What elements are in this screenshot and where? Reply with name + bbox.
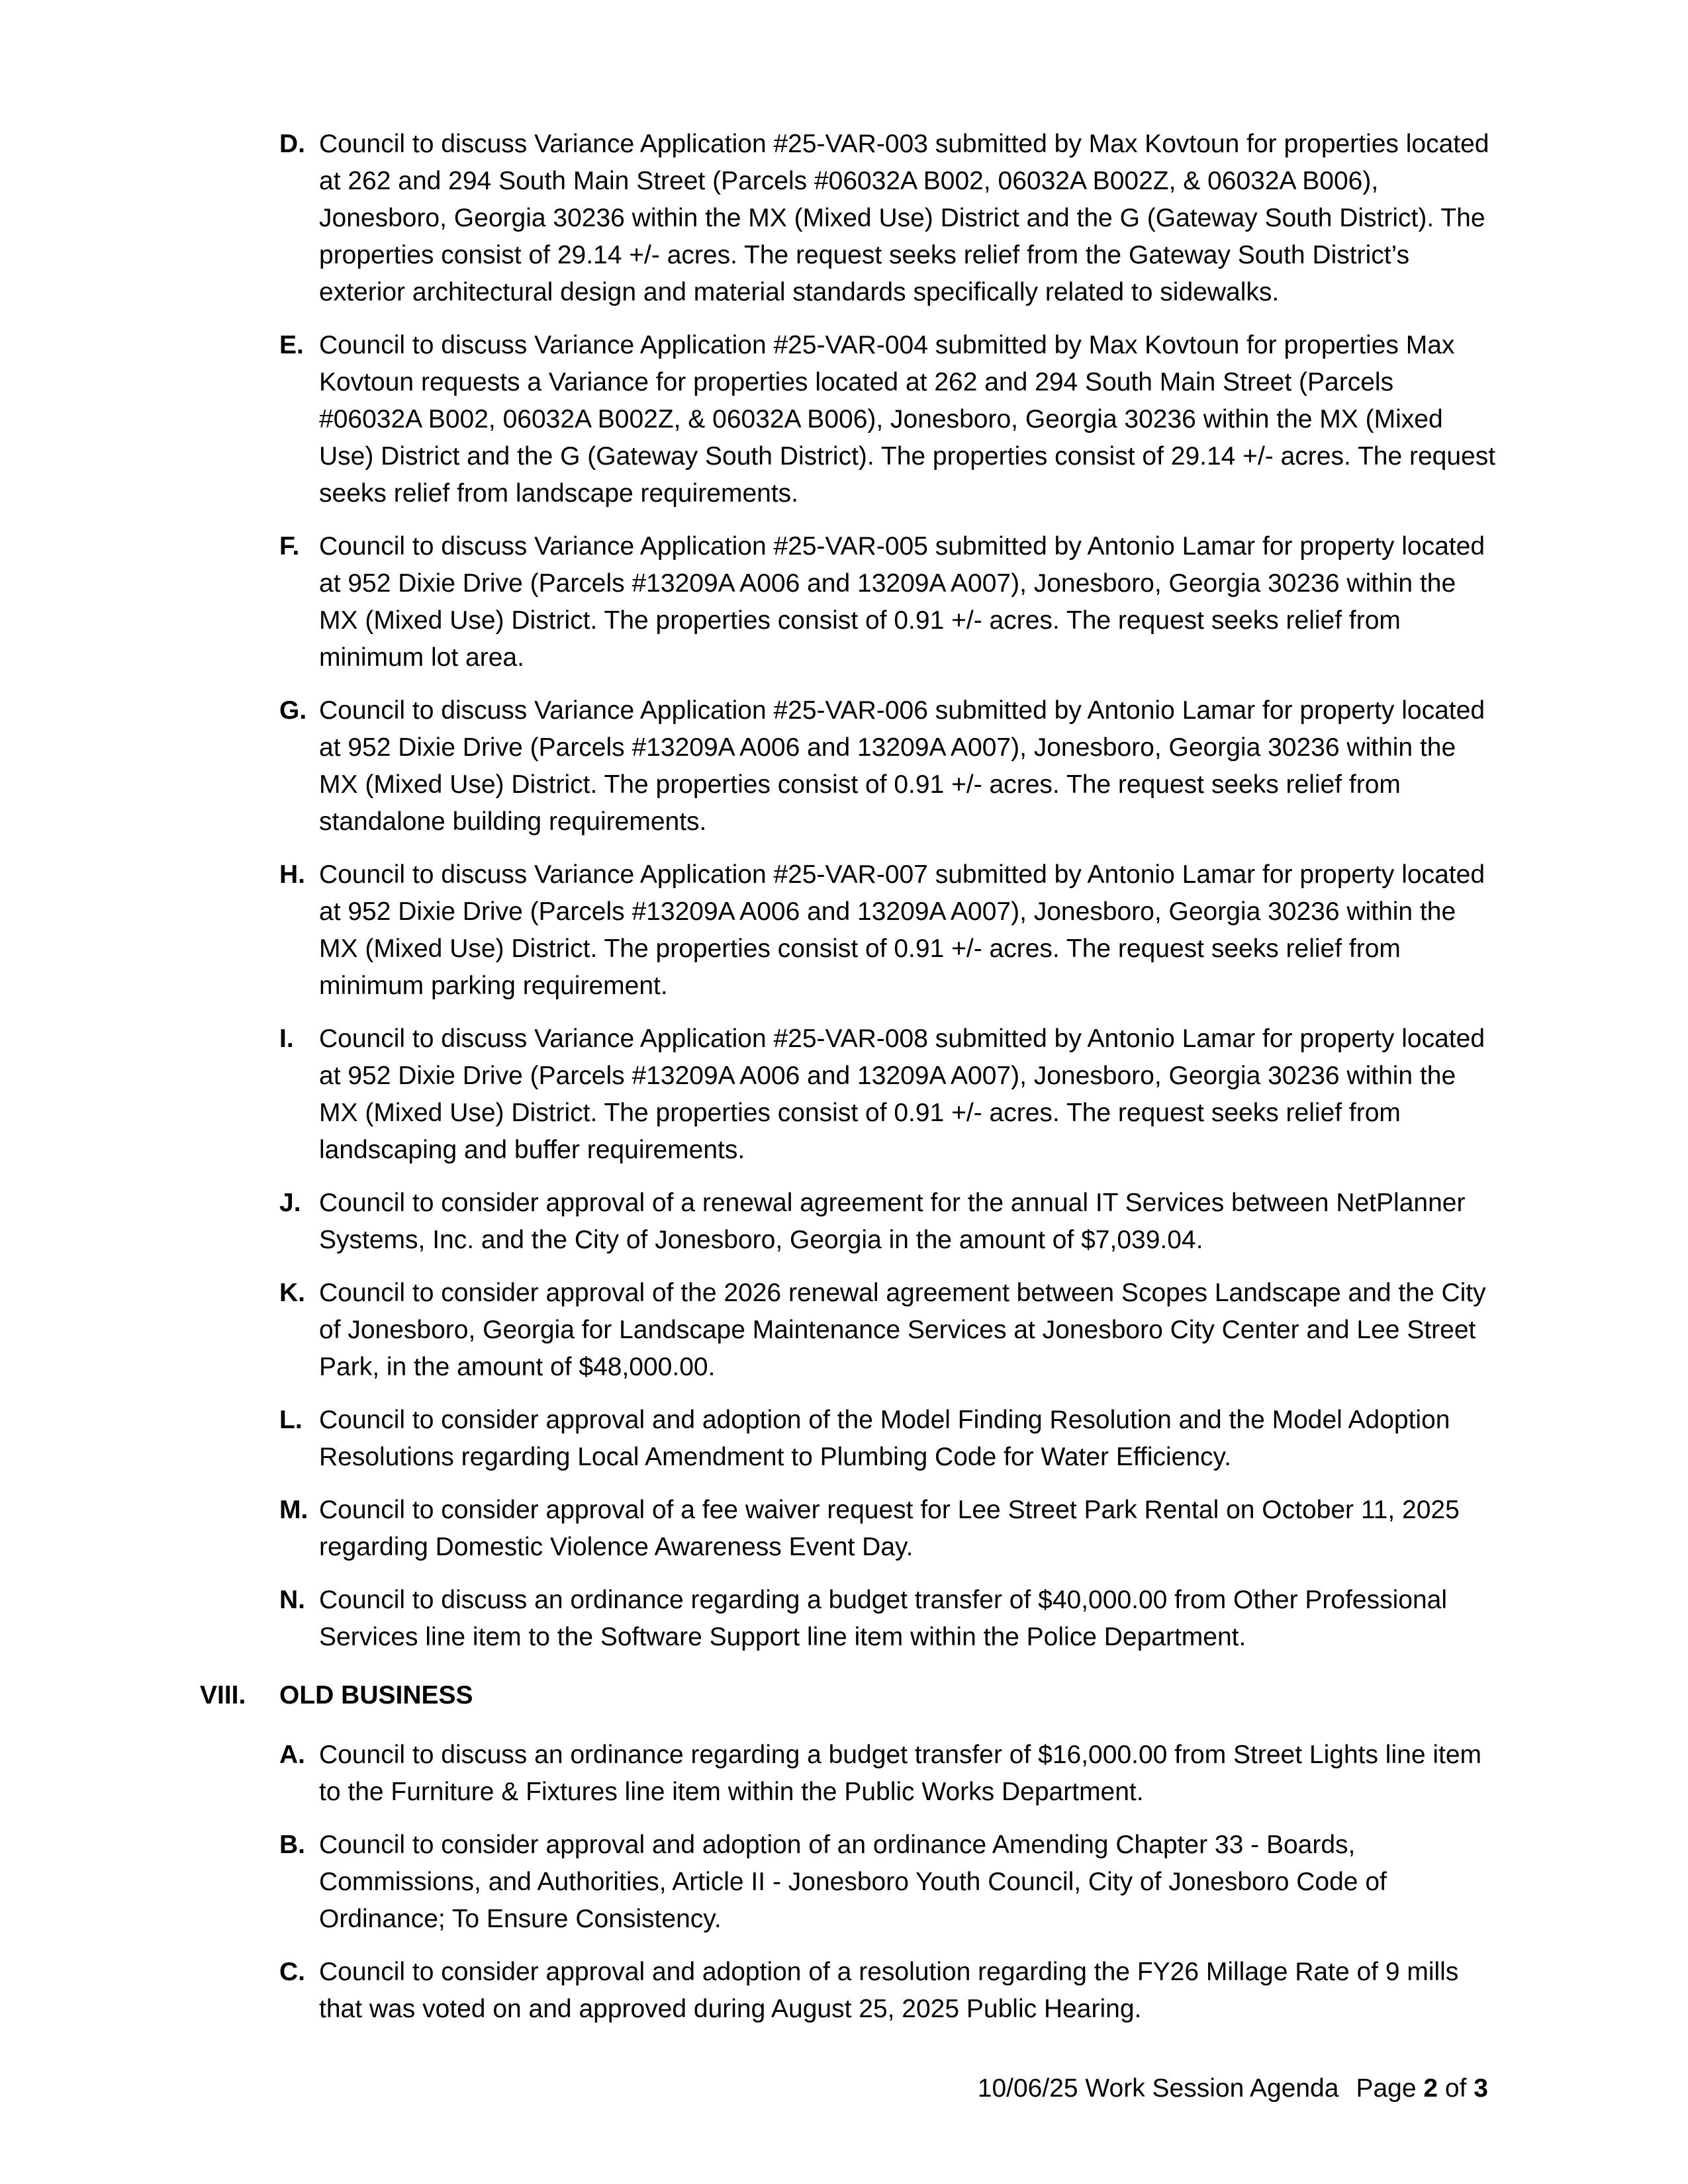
- footer-of-label: of: [1444, 2074, 1467, 2103]
- footer-total-pages: 3: [1474, 2074, 1488, 2103]
- agenda-item-letter: J.: [279, 1189, 301, 1217]
- footer-page-number: 2: [1423, 2074, 1438, 2103]
- agenda-item-text: Council to discuss Variance Application #25-VAR-006 submitted by Antonio Lamar for property located at 952 Dixie Drive (Parcels #13209A A006 and 13209A A007), Jonesboro, Georgia 30236 within the MX (Mixed Use) District. The properties consist of 0.91 +/- acres. The request seeks relief from standalone building requirements.: [319, 696, 1485, 836]
- agenda-item-letter: A.: [279, 1741, 305, 1769]
- agenda-item-letter: N.: [279, 1586, 305, 1614]
- agenda-item-letter: L.: [279, 1406, 303, 1434]
- agenda-item-E: [279, 327, 1496, 512]
- footer-page-label: Page: [1356, 2074, 1417, 2103]
- agenda-items-list-continued: [200, 126, 1496, 1656]
- agenda-item-letter: H.: [279, 860, 305, 889]
- agenda-item-text: Council to discuss an ordinance regarding a budget transfer of $40,000.00 from Other Professional Services line item to the Software Support line item within the Police Department.: [319, 1586, 1448, 1651]
- agenda-item-text: Council to consider approval of the 2026 renewal agreement between Scopes Landscape and the City of Jonesboro, Georgia for Landscape Maintenance Services at Jonesboro City Center and Lee Street Park, in the amount of $48,000.00.: [319, 1279, 1486, 1381]
- agenda-item-letter: E.: [279, 331, 304, 359]
- section-heading-old-business: [200, 1677, 1496, 1714]
- agenda-item-K: [279, 1275, 1496, 1386]
- section-title: OLD BUSINESS: [279, 1681, 473, 1709]
- section-number: VIII.: [200, 1681, 246, 1709]
- agenda-item-text: Council to discuss Variance Application #25-VAR-005 submitted by Antonio Lamar for property located at 952 Dixie Drive (Parcels #13209A A006 and 13209A A007), Jonesboro, Georgia 30236 within the MX (Mixed Use) District. The properties consist of 0.91 +/- acres. The request seeks relief from minimum lot area.: [319, 532, 1485, 672]
- agenda-content: [200, 126, 1496, 2044]
- agenda-item-J: [279, 1185, 1496, 1259]
- agenda-item-letter: G.: [279, 696, 307, 725]
- agenda-item-letter: D.: [279, 130, 305, 158]
- agenda-item-text: Council to discuss Variance Application #25-VAR-008 submitted by Antonio Lamar for property located at 952 Dixie Drive (Parcels #13209A A006 and 13209A A007), Jonesboro, Georgia 30236 within the MX (Mixed Use) District. The properties consist of 0.91 +/- acres. The request seeks relief from landscaping and buffer requirements.: [319, 1024, 1485, 1164]
- agenda-item-letter: I.: [279, 1024, 294, 1053]
- agenda-item-text: Council to consider approval of a renewal agreement for the annual IT Services between NetPlanner Systems, Inc. and the City of Jonesboro, Georgia in the amount of $7,039.04.: [319, 1189, 1466, 1254]
- agenda-item-A: [279, 1737, 1496, 1811]
- agenda-item-F: [279, 528, 1496, 676]
- agenda-item-text: Council to consider approval and adoption of the Model Finding Resolution and the Model Adoption Resolutions regarding Local Amendment to Plumbing Code for Water Efficiency.: [319, 1406, 1450, 1471]
- agenda-item-text: Council to consider approval of a fee waiver request for Lee Street Park Rental on October 11, 2025 regarding Domestic Violence Awareness Event Day.: [319, 1496, 1460, 1561]
- agenda-item-text: Council to discuss Variance Application #25-VAR-003 submitted by Max Kovtoun for properties located at 262 and 294 South Main Street (Parcels #06032A B002, 06032A B002Z, & 06032A B006), Jonesboro, Georgia 30236 within the MX (Mixed Use) District and the G (Gateway South District). The properties consist of 29.14 +/- acres. The request seeks relief from the Gateway South District’s exterior architectural design and material standards specifically related to sidewalks.: [319, 130, 1489, 306]
- agenda-item-D: [279, 126, 1496, 311]
- footer-document-label: 10/06/25 Work Session Agenda: [977, 2074, 1339, 2103]
- agenda-item-M: [279, 1492, 1496, 1566]
- agenda-item-letter: C.: [279, 1958, 305, 1986]
- agenda-item-text: Council to consider approval and adoption of a resolution regarding the FY26 Millage Rate of 9 mills that was voted on and approved during August 25, 2025 Public Hearing.: [319, 1958, 1459, 2023]
- agenda-item-text: Council to discuss Variance Application #25-VAR-007 submitted by Antonio Lamar for property located at 952 Dixie Drive (Parcels #13209A A006 and 13209A A007), Jonesboro, Georgia 30236 within the MX (Mixed Use) District. The properties consist of 0.91 +/- acres. The request seeks relief from minimum parking requirement.: [319, 860, 1485, 1000]
- agenda-item-letter: K.: [279, 1279, 305, 1307]
- page-footer: [978, 2070, 1488, 2107]
- agenda-item-letter: M.: [279, 1496, 308, 1524]
- agenda-item-B: [279, 1827, 1496, 1938]
- agenda-item-C: [279, 1954, 1496, 2028]
- agenda-item-letter: B.: [279, 1831, 305, 1859]
- agenda-item-N: [279, 1582, 1496, 1656]
- agenda-item-letter: F.: [279, 532, 300, 561]
- agenda-item-L: [279, 1402, 1496, 1476]
- agenda-item-I: [279, 1021, 1496, 1169]
- agenda-item-G: [279, 692, 1496, 841]
- agenda-item-text: Council to discuss Variance Application #25-VAR-004 submitted by Max Kovtoun for properties Max Kovtoun requests a Variance for properties located at 262 and 294 South Main Street (Parcels #06032A B002, 06032A B002Z, & 06032A B006), Jonesboro, Georgia 30236 within the MX (Mixed Use) District and the G (Gateway South District). The properties consist of 29.14 +/- acres. The request seeks relief from landscape requirements.: [319, 331, 1496, 508]
- agenda-item-H: [279, 856, 1496, 1005]
- agenda-item-text: Council to consider approval and adoption of an ordinance Amending Chapter 33 - Boards, Commissions, and Authorities, Article II - Jonesboro Youth Council, City of Jonesboro Code of Ordinance; To Ensure Consistency.: [319, 1831, 1387, 1933]
- agenda-item-text: Council to discuss an ordinance regarding a budget transfer of $16,000.00 from Street Lights line item to the Furniture & Fixtures line item within the Public Works Department.: [319, 1741, 1482, 1806]
- agenda-items-list-old-business: [200, 1737, 1496, 2028]
